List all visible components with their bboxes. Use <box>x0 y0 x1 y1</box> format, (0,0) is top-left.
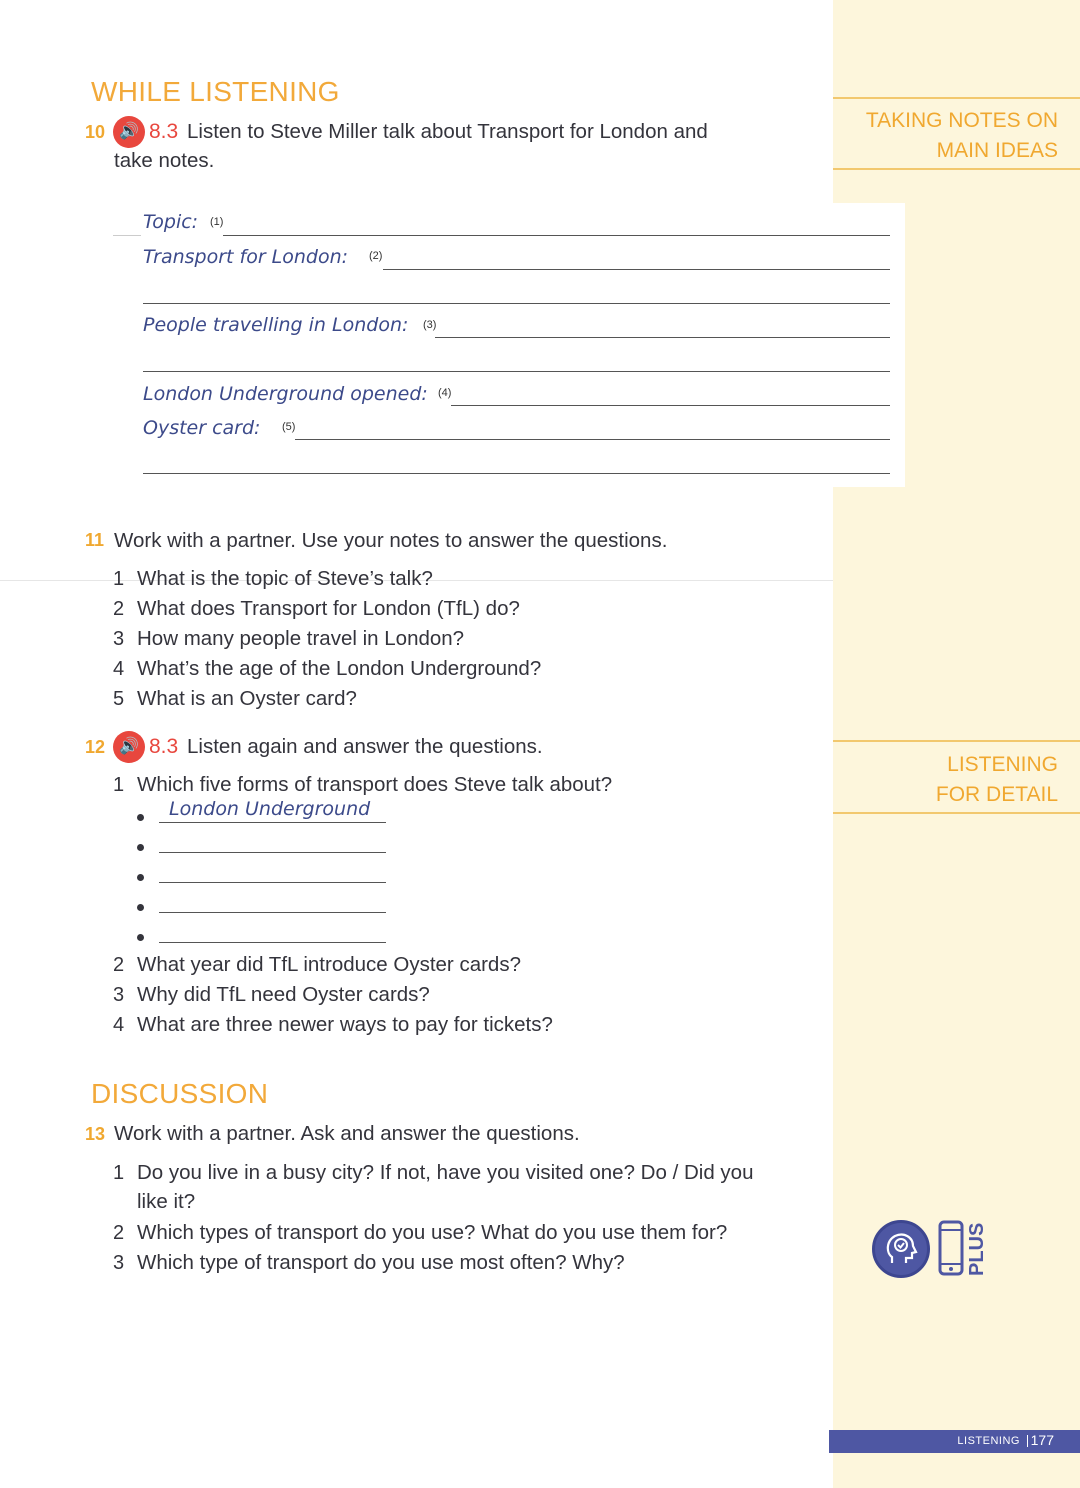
question-number: 3 <box>113 628 125 650</box>
discussion-heading: DISCUSSION <box>91 1078 269 1109</box>
bullet <box>137 814 144 821</box>
answer-line[interactable] <box>159 822 386 823</box>
notes-card <box>113 203 905 487</box>
question-text: What is an Oyster card? <box>137 687 357 710</box>
while-listening-heading: WHILE LISTENING <box>91 76 340 107</box>
blank-number: (1) <box>210 216 224 228</box>
blank-number: (4) <box>438 387 452 399</box>
question-number: 1 <box>113 1162 125 1184</box>
skill-box-line: LISTENING <box>947 753 1058 776</box>
track-number: 8.3 <box>149 735 179 758</box>
exercise-instruction: Work with a partner. Ask and answer the questions. <box>114 1122 580 1145</box>
question-number: 1 <box>113 774 125 796</box>
answer-line[interactable] <box>143 303 890 304</box>
blank-number: (3) <box>423 319 437 331</box>
footer-separator <box>1027 1435 1028 1447</box>
blank-number: (5) <box>282 421 296 433</box>
question-text: Do you live in a busy city? If not, have you visited one? Do / Did you <box>137 1161 754 1184</box>
exercise-number: 13 <box>85 1124 106 1144</box>
footer-bar <box>829 1430 1080 1453</box>
bullet <box>137 874 144 881</box>
question-number: 3 <box>113 984 125 1006</box>
answer-line[interactable] <box>383 269 890 270</box>
question-number: 2 <box>113 598 125 620</box>
critical-thinking-icon <box>872 1220 930 1278</box>
question-number: 2 <box>113 954 125 976</box>
answer-line[interactable] <box>159 942 386 943</box>
answer-line[interactable] <box>451 405 890 406</box>
bullet <box>137 934 144 941</box>
skill-box-taking-notes <box>833 97 1080 170</box>
answer-line[interactable] <box>223 235 890 236</box>
question-text: Which types of transport do you use? What do you use them for? <box>137 1221 728 1244</box>
plus-label: PLUS <box>966 1222 988 1276</box>
question-number: 2 <box>113 1222 125 1244</box>
answer-line[interactable] <box>159 852 386 853</box>
question-text: Why did TfL need Oyster cards? <box>137 983 430 1006</box>
example-answer: London Underground <box>169 798 371 820</box>
answer-line[interactable] <box>143 371 890 372</box>
bullet <box>137 904 144 911</box>
exercise-number: 12 <box>85 737 106 757</box>
footer-section: LISTENING <box>957 1435 1020 1447</box>
audio-play-icon[interactable]: 🔊 <box>113 116 145 148</box>
skill-box-line: FOR DETAIL <box>935 783 1058 806</box>
exercise-instruction: Listen again and answer the questions. <box>187 735 543 758</box>
question-number: 5 <box>113 688 125 710</box>
question-text: What year did TfL introduce Oyster cards? <box>137 953 521 976</box>
skill-box-line: TAKING NOTES ON <box>865 109 1058 132</box>
track-number: 8.3 <box>149 120 179 143</box>
question-text: Which type of transport do you use most often? Why? <box>137 1251 625 1274</box>
question-number: 1 <box>113 568 125 590</box>
question-text: What is the topic of Steve’s talk? <box>137 567 433 590</box>
mobile-phone-icon <box>938 1220 964 1276</box>
page-number: 177 <box>1030 1432 1054 1448</box>
note-label-transport: Transport for London: <box>143 246 349 268</box>
exercise-number: 10 <box>85 122 106 142</box>
question-text: How many people travel in London? <box>137 627 465 650</box>
question-number: 4 <box>113 1014 125 1036</box>
question-text: What are three newer ways to pay for tickets? <box>137 1013 553 1036</box>
rule-line <box>113 235 141 236</box>
skill-box-line: MAIN IDEAS <box>936 139 1058 162</box>
answer-line[interactable] <box>143 473 890 474</box>
exercise-instruction: Work with a partner. Use your notes to answer the questions. <box>114 529 668 552</box>
answer-line[interactable] <box>295 439 890 440</box>
note-label-people: People travelling in London: <box>143 314 409 336</box>
question-text: What’s the age of the London Underground? <box>137 657 542 680</box>
question-text: What does Transport for London (TfL) do? <box>137 597 520 620</box>
skill-box-listening-detail <box>833 740 1080 814</box>
exercise-instruction: take notes. <box>114 149 215 172</box>
exercise-instruction: Listen to Steve Miller talk about Transport for London and <box>187 120 708 143</box>
answer-line[interactable] <box>435 337 890 338</box>
question-number: 4 <box>113 658 125 680</box>
question-number: 3 <box>113 1252 125 1274</box>
answer-line[interactable] <box>159 882 386 883</box>
audio-play-icon[interactable]: 🔊 <box>113 731 145 763</box>
question-text: Which five forms of transport does Steve talk about? <box>137 773 613 796</box>
note-label-oyster: Oyster card: <box>143 417 261 439</box>
blank-number: (2) <box>369 250 383 262</box>
bullet <box>137 844 144 851</box>
note-label-topic: Topic: <box>143 211 199 233</box>
note-label-underground: London Underground opened: <box>143 383 428 405</box>
question-text: like it? <box>137 1190 196 1213</box>
exercise-number: 11 <box>85 530 105 550</box>
answer-line[interactable] <box>159 912 386 913</box>
